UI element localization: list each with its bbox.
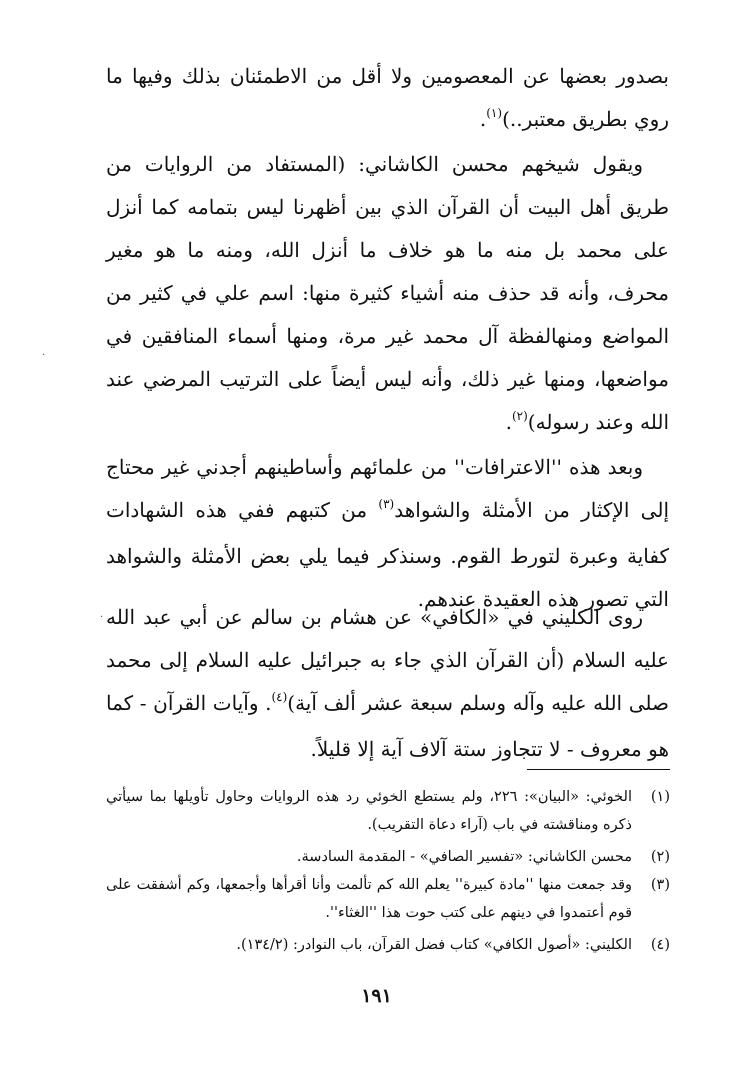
paragraph-text: ويقول شيخهم محسن الكاشاني: (المستفاد من الروايات من طريق أهل البيت أن القرآن الذي بين أظهرنا ليس بتمامه كما أنزل على محمد بل منه ما هو خلاف ما أنزل الله، ومنه ما هو مغير محرف، وأنه قد حذف منه أشياء كثيرة منها: اسم علي في كثير من المواضع ومنهالفظة آل محمد غير مرة، ومنها أسماء المنافقين في مواضعها، ومنها غير ذلك، وأنه ليس أيضاً على الترتيب المرضي عند الله وعند رسوله) <box>106 152 669 434</box>
footnote-number: (٤) <box>650 937 670 953</box>
footnote-reference[interactable]: (٣) <box>378 497 395 511</box>
paragraph-text: . وآيات القرآن - كما هو معروف - لا تتجاوز ستة آلاف آية إلا قليلاً. <box>106 691 669 761</box>
footnote-number: (١) <box>650 789 670 805</box>
footnote-item <box>106 871 670 927</box>
scan-speck: · <box>100 612 104 623</box>
page-number: ١٩١ <box>361 985 392 1007</box>
footnote-text: وقد جمعت منها ''مادة كبيرة'' يعلم الله كم تألمت وأنا أقرأها وأجمعها، وكم أشفقت على قوم أعتمدوا في دينهم على كتب حوت هذا ''الغثاء''. <box>106 877 632 921</box>
footnote-item <box>106 843 670 871</box>
paragraph-continuation <box>106 55 669 144</box>
footnote-reference[interactable]: (١) <box>486 106 503 120</box>
footnote-item <box>106 931 670 959</box>
paragraph-text: روى الكليني في «الكافي» عن هشام بن سالم عن أبي عبد الله عليه السلام (أن القرآن الذي جاء به جبرائيل عليه السلام إلى محمد صلى الله عليه وآله وسلم سبعة عشر ألف آية) <box>106 605 669 715</box>
footnote-separator <box>527 769 670 770</box>
paragraph-confessions <box>106 446 669 621</box>
footnote-number: (٣) <box>650 877 670 893</box>
paragraph-tail: . <box>505 410 512 434</box>
footnote-text: الخوئي: «البيان»: ٢٢٦، ولم يستطع الخوئي رد هذه الروايات وحاول تأويلها بما سيأتي ذكره ومناقشته في باب (آراء دعاة التقريب). <box>106 789 632 833</box>
footnote-text: الكليني: «أصول الكافي» كتاب فضل القرآن، باب النوادر: (١٣٤/٢). <box>236 937 632 953</box>
footnote-reference[interactable]: (٤) <box>271 690 288 704</box>
footnote-item <box>106 783 670 839</box>
footnote-number: (٢) <box>650 849 670 865</box>
paragraph-text: من كتبهم ففي هذه الشهادات كفاية وعبرة لتورط القوم. وسنذكر فيما يلي بعض الأمثلة والشواهد التي تصور هذه العقيدة عندهم. <box>106 498 669 611</box>
footnote-text: محسن الكاشاني: «تفسير الصافي» - المقدمة السادسة. <box>296 849 632 865</box>
paragraph-kashani-quote <box>106 143 669 447</box>
paragraph-tail: . <box>479 107 487 131</box>
footnote-reference[interactable]: (٢) <box>511 409 528 423</box>
paragraph-text: وبعد هذه ''الاعترافات'' من علمائهم وأساطينهم أجدني غير محتاج إلى الإكثار من الأمثلة والشواهد <box>106 455 669 522</box>
paragraph-kulayni-narration <box>106 596 669 771</box>
paragraph-text: بصدور بعضها عن المعصومين ولا أقل من الاطمئنان بذلك وفيها ما روي بطريق معتبر..) <box>106 64 669 131</box>
footnotes-section <box>106 783 670 959</box>
scan-speck: · <box>42 350 46 361</box>
